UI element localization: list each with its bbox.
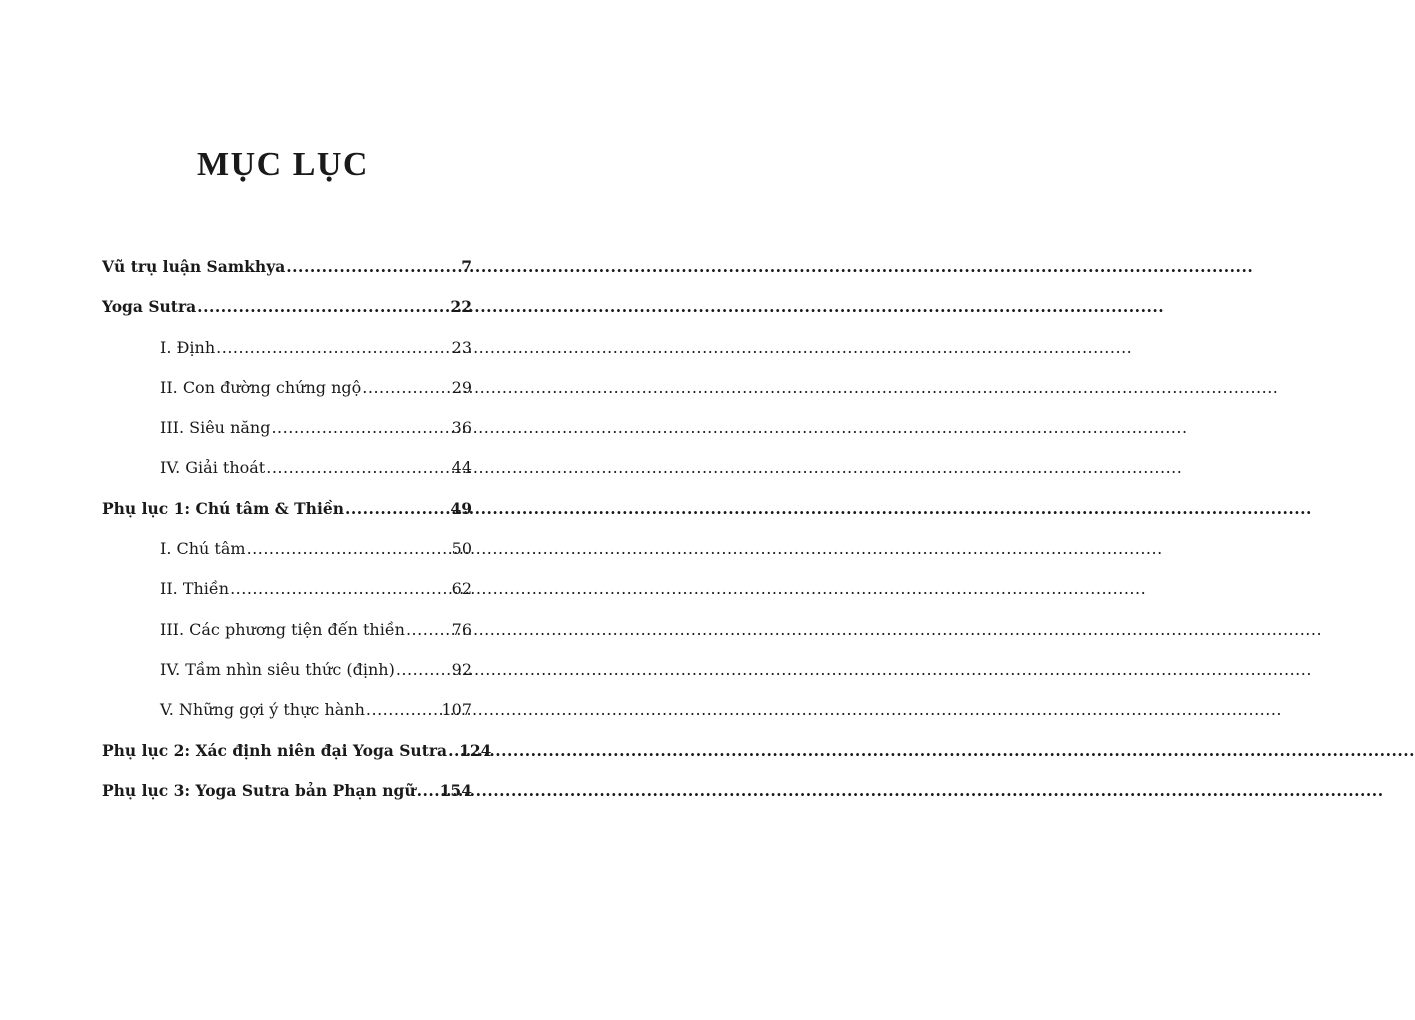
toc-entry-title: I. Định — [160, 337, 216, 357]
dot-leader — [197, 297, 449, 316]
dot-leader — [366, 700, 441, 719]
toc-subentry — [0, 338, 472, 378]
toc-subentry — [0, 620, 472, 660]
toc-entry-page: 107 — [441, 700, 472, 720]
dot-leader — [362, 378, 450, 397]
toc-subentry — [0, 539, 472, 579]
toc-entry-page: 22 — [450, 297, 472, 317]
toc-entry-page: 124 — [459, 740, 492, 760]
toc-entry-title: Phụ lục 1: Chú tâm & Thiền — [102, 498, 344, 518]
toc-entry — [0, 781, 472, 821]
toc-entry-page: 23 — [451, 337, 472, 357]
dot-leader — [230, 579, 451, 598]
toc-subentry — [0, 418, 472, 458]
toc-entry-page: 154 — [439, 780, 472, 800]
toc-entry-page: 49 — [450, 498, 472, 518]
dot-leader — [247, 539, 451, 558]
toc-subentry — [0, 700, 472, 740]
toc-subentry — [0, 579, 472, 619]
toc-entry — [0, 257, 472, 297]
dot-leader — [271, 418, 450, 437]
toc-entry-title: Yoga Sutra — [102, 297, 197, 317]
toc-entry — [0, 297, 472, 337]
dot-leader — [417, 781, 439, 800]
toc-entry-page: 29 — [451, 377, 472, 397]
toc-entry-page: 36 — [451, 418, 472, 438]
page-title: MỤC LỤC — [197, 146, 369, 183]
toc-subentry — [0, 660, 472, 700]
toc-entry — [0, 740, 492, 781]
dot-leader — [216, 338, 451, 357]
dot-leader — [396, 660, 451, 679]
dot-leader — [286, 257, 460, 276]
toc-entry-title: Phụ lục 2: Xác định niên đại Yoga Sutra — [102, 740, 448, 760]
toc-entry-page: 44 — [451, 458, 472, 478]
dot-leader — [406, 620, 451, 639]
toc-entry-title: V. Những gợi ý thực hành — [160, 700, 365, 720]
dot-leader — [266, 458, 450, 477]
toc-entry-page: 76 — [451, 619, 472, 639]
toc-entry-title: I. Chú tâm — [160, 539, 246, 559]
toc-entry-page: 62 — [451, 579, 472, 599]
toc-entry-page: 50 — [451, 539, 472, 559]
toc-entry-title: III. Siêu năng — [160, 418, 271, 438]
toc-subentry — [0, 458, 472, 498]
toc-entry-title: IV. Tầm nhìn siêu thức (định) — [160, 659, 395, 679]
toc-entry-title: III. Các phương tiện đến thiền — [160, 619, 405, 639]
dot-leader — [345, 499, 449, 518]
toc-entry-title: Vũ trụ luận Samkhya — [102, 257, 286, 276]
toc-entry-title: II. Con đường chứng ngộ — [160, 377, 362, 397]
toc-entry-title: IV. Giải thoát — [160, 458, 266, 478]
toc-entry-title: II. Thiền — [160, 579, 230, 599]
toc-subentry — [0, 378, 472, 418]
toc-entry-page: 7 — [461, 257, 472, 276]
toc-entry-title: Phụ lục 3: Yoga Sutra bản Phạn ngữ — [102, 780, 416, 800]
toc-entry — [0, 499, 472, 539]
toc-entry-page: 92 — [451, 659, 472, 679]
table-of-contents — [0, 257, 566, 821]
dot-leader — [448, 741, 458, 760]
